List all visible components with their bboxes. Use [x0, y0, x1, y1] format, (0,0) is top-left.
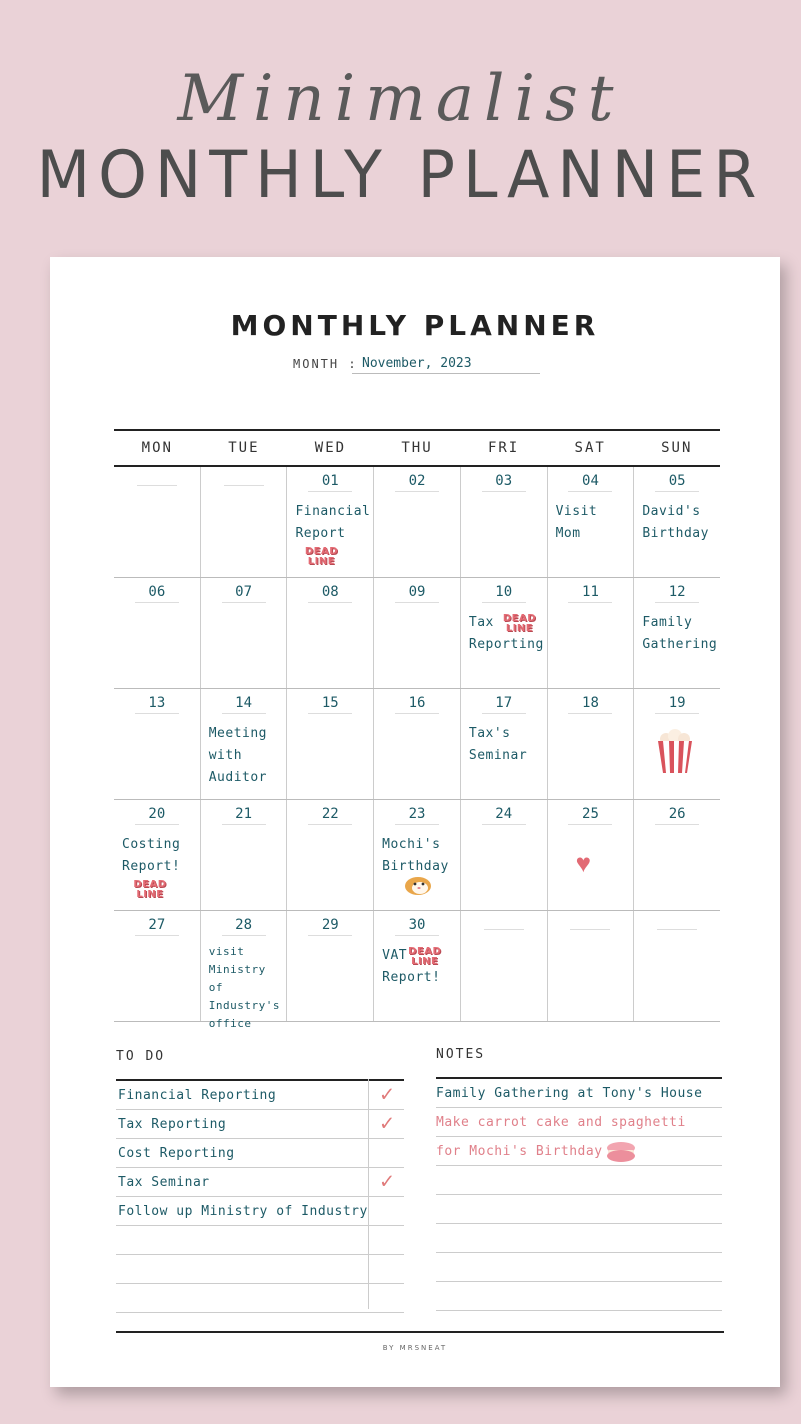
- day-number: 25: [568, 806, 612, 825]
- day-number: 30: [395, 917, 439, 936]
- calendar-day[interactable]: [634, 578, 720, 688]
- day-event-text: visit Ministry of Industry's office: [208, 945, 280, 1030]
- day-number: 13: [135, 695, 179, 714]
- calendar-week: [114, 911, 720, 1030]
- calendar-day[interactable]: [461, 689, 548, 799]
- note-line[interactable]: [436, 1108, 722, 1137]
- calendar-day[interactable]: [201, 467, 288, 577]
- note-line[interactable]: [436, 1079, 722, 1108]
- day-event: [122, 834, 196, 900]
- planner-sheet: [50, 257, 780, 1387]
- calendar-day[interactable]: [287, 689, 374, 799]
- calendar-day[interactable]: [114, 467, 201, 577]
- note-line[interactable]: [436, 1282, 722, 1311]
- calendar-day[interactable]: [634, 689, 720, 799]
- footer-credit: BY MRSNEAT: [382, 1344, 448, 1352]
- todo-item-text: Cost Reporting: [118, 1146, 235, 1161]
- day-number: 28: [222, 917, 266, 936]
- calendar-week: [114, 467, 720, 578]
- calendar-week: [114, 689, 720, 800]
- day-event: [642, 501, 716, 545]
- calendar-day[interactable]: [634, 800, 720, 910]
- todo-item[interactable]: [116, 1197, 404, 1226]
- day-number: 19: [655, 695, 699, 714]
- day-number: 17: [482, 695, 526, 714]
- day-event-text: VAT Report!: [382, 948, 441, 985]
- weekday-tue: TUE: [228, 440, 260, 456]
- day-event: [209, 943, 283, 1033]
- sheet-title: MONTHLY PLANNER: [230, 309, 600, 342]
- weekday-fri: FRI: [487, 440, 520, 456]
- calendar-day[interactable]: [374, 578, 461, 688]
- bottom-rule: [116, 1331, 724, 1333]
- month-field[interactable]: November, 2023: [352, 356, 540, 374]
- empty-day-line: [570, 929, 610, 930]
- day-number: 08: [308, 584, 352, 603]
- todo-item-text: Financial Reporting: [118, 1088, 277, 1103]
- checkmark-icon[interactable]: ✓: [380, 1082, 394, 1107]
- day-number: 27: [135, 917, 179, 936]
- todo-item[interactable]: [116, 1110, 404, 1139]
- calendar-day[interactable]: [461, 578, 548, 688]
- day-event: [642, 612, 716, 656]
- day-event-text: Meeting with Auditor: [208, 726, 268, 785]
- todo-list: [116, 1079, 404, 1313]
- day-number: 22: [308, 806, 352, 825]
- heart-icon: ♥: [575, 848, 592, 878]
- day-event: [382, 945, 456, 989]
- empty-day-line: [657, 929, 697, 930]
- todo-item[interactable]: [116, 1168, 404, 1197]
- calendar-day[interactable]: [374, 467, 461, 577]
- deadline-icon: DEAD LINE: [408, 946, 442, 967]
- day-number: 04: [568, 473, 612, 492]
- day-event: [469, 723, 543, 767]
- todo-item[interactable]: [116, 1255, 404, 1284]
- empty-day-line: [484, 929, 524, 930]
- calendar-day[interactable]: [201, 911, 288, 1030]
- cover-big-title: MONTHLY PLANNER: [36, 136, 765, 213]
- calendar-day[interactable]: [114, 578, 201, 688]
- calendar-day[interactable]: [114, 689, 201, 799]
- day-event-text: David's Birthday: [642, 504, 709, 541]
- day-number: 24: [482, 806, 526, 825]
- day-number: 11: [568, 584, 612, 603]
- todo-item[interactable]: [116, 1139, 404, 1168]
- day-event-text: Costing Report!: [122, 837, 181, 874]
- day-event: [295, 501, 369, 567]
- day-number: 21: [222, 806, 266, 825]
- calendar-week: [114, 578, 720, 689]
- day-event: [556, 501, 630, 545]
- calendar-day[interactable]: [548, 578, 635, 688]
- note-text: for Mochi's Birthday: [436, 1144, 603, 1159]
- macaron-icon: [605, 1141, 637, 1163]
- day-number: 01: [308, 473, 352, 492]
- note-text: Family Gathering at Tony's House: [436, 1086, 703, 1101]
- weekday-sun: SUN: [661, 440, 693, 456]
- deadline-icon: DEAD LINE: [304, 546, 339, 567]
- day-number: 16: [395, 695, 439, 714]
- day-number: 07: [222, 584, 266, 603]
- notes-label: NOTES: [436, 1047, 486, 1062]
- day-event-text: Tax Reporting: [468, 615, 544, 652]
- checkmark-icon[interactable]: ✓: [380, 1169, 394, 1194]
- calendar-day[interactable]: [461, 911, 548, 1021]
- calendar-day[interactable]: [548, 911, 635, 1021]
- todo-item-text: Follow up Ministry of Industry: [118, 1204, 368, 1219]
- day-number: 20: [135, 806, 179, 825]
- day-event: [209, 723, 283, 789]
- day-event-text: Visit Mom: [555, 504, 598, 541]
- todo-check-divider: [368, 1079, 369, 1309]
- day-number: 03: [482, 473, 526, 492]
- day-number: 06: [135, 584, 179, 603]
- notes-list: [436, 1077, 722, 1311]
- calendar-day[interactable]: [634, 911, 720, 1021]
- calendar-day[interactable]: [374, 911, 461, 1021]
- todo-label: TO DO: [116, 1049, 166, 1064]
- calendar-day[interactable]: [201, 578, 288, 688]
- weekday-mon: MON: [141, 440, 173, 456]
- calendar-day[interactable]: [634, 467, 720, 577]
- checkmark-icon[interactable]: ✓: [380, 1111, 394, 1136]
- note-line[interactable]: [436, 1224, 722, 1253]
- popcorn-icon: [654, 727, 696, 775]
- todo-item-text: Tax Reporting: [118, 1117, 227, 1132]
- empty-day-line: [137, 485, 177, 486]
- day-number: 14: [222, 695, 266, 714]
- day-number: 26: [655, 806, 699, 825]
- month-label: MONTH :: [293, 357, 358, 371]
- day-number: 29: [308, 917, 352, 936]
- calendar-day[interactable]: [201, 689, 288, 799]
- cover-script-title: Minimalist: [177, 62, 624, 136]
- calendar-day[interactable]: [461, 467, 548, 577]
- calendar-day[interactable]: [201, 800, 288, 910]
- calendar-grid: [114, 429, 720, 1030]
- note-line[interactable]: [436, 1253, 722, 1282]
- calendar-day[interactable]: [114, 911, 201, 1021]
- day-number: 15: [308, 695, 352, 714]
- todo-item-text: Tax Seminar: [118, 1175, 210, 1190]
- note-line[interactable]: [436, 1195, 722, 1224]
- guinea-pig-icon: [404, 874, 432, 896]
- calendar-day[interactable]: [374, 800, 461, 910]
- todo-item[interactable]: [116, 1081, 404, 1110]
- calendar-day[interactable]: [548, 467, 635, 577]
- weekday-thu: THU: [401, 440, 433, 456]
- day-event: [382, 834, 456, 878]
- note-text: Make carrot cake and spaghetti: [436, 1115, 686, 1130]
- day-number: 02: [395, 473, 439, 492]
- day-event-text: Financial Report: [295, 504, 371, 541]
- note-line[interactable]: [436, 1166, 722, 1195]
- deadline-icon: DEAD LINE: [502, 613, 537, 634]
- day-event-text: Tax's Seminar: [468, 726, 528, 763]
- weekday-wed: WED: [314, 440, 347, 456]
- todo-item[interactable]: [116, 1226, 404, 1255]
- todo-item[interactable]: [116, 1284, 404, 1313]
- day-event-text: Mochi's Birthday: [382, 837, 449, 874]
- calendar-week: [114, 800, 720, 911]
- calendar-day[interactable]: [548, 800, 635, 910]
- calendar-day[interactable]: [287, 911, 374, 1021]
- day-event-text: Family Gathering: [642, 615, 718, 652]
- day-number: 18: [568, 695, 612, 714]
- weekday-header: [114, 429, 720, 467]
- calendar-day[interactable]: [548, 689, 635, 799]
- day-event: [469, 612, 543, 656]
- calendar-day[interactable]: [287, 467, 374, 577]
- calendar-day[interactable]: [461, 800, 548, 910]
- calendar-day[interactable]: [374, 689, 461, 799]
- day-number: 09: [395, 584, 439, 603]
- calendar-day[interactable]: [287, 800, 374, 910]
- weekday-sat: SAT: [574, 440, 606, 456]
- day-number: 05: [655, 473, 699, 492]
- day-number: 12: [655, 584, 699, 603]
- day-number: 23: [395, 806, 439, 825]
- note-line[interactable]: [436, 1137, 722, 1166]
- deadline-icon: DEAD LINE: [133, 879, 167, 900]
- calendar-day[interactable]: [114, 800, 201, 910]
- day-number: 10: [482, 584, 526, 603]
- empty-day-line: [224, 485, 264, 486]
- calendar-day[interactable]: [287, 578, 374, 688]
